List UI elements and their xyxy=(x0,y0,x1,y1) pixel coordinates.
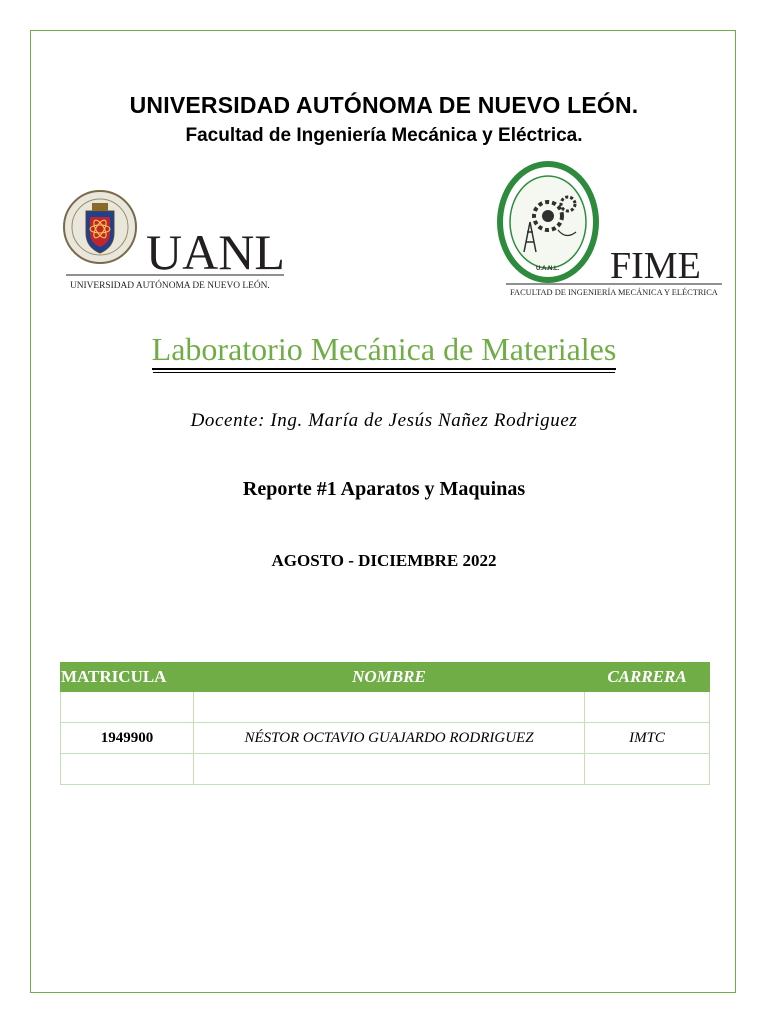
cell-carrera xyxy=(585,754,710,785)
cell-carrera: IMTC xyxy=(585,723,710,754)
uanl-seal-icon xyxy=(64,191,136,263)
university-title: UNIVERSIDAD AUTÓNOMA DE NUEVO LEÓN. xyxy=(129,92,639,118)
cell-carrera xyxy=(585,692,710,723)
cell-matricula xyxy=(61,692,194,723)
lab-title: Laboratorio Mecánica de Materiales xyxy=(0,331,768,368)
header-nombre: NOMBRE xyxy=(194,663,585,692)
uanl-wordmark: UANL xyxy=(146,224,285,280)
faculty-title: Facultad de Ingeniería Mecánica y Eléctrica. xyxy=(185,125,583,146)
header-carrera: CARRERA xyxy=(585,663,710,692)
report-title: Reporte #1 Aparatos y Maquinas xyxy=(242,478,526,500)
period: AGOSTO - DICIEMBRE 2022 xyxy=(271,551,497,570)
fime-logo xyxy=(496,160,726,300)
docente-line: Docente: Ing. María de Jesús Nañez Rodriguez xyxy=(190,410,578,431)
fime-seal-text: U.A.N.L. xyxy=(536,266,560,272)
cell-matricula: 1949900 xyxy=(61,723,194,754)
header-matricula: MATRICULA xyxy=(61,663,194,692)
cell-matricula xyxy=(61,754,194,785)
cell-nombre xyxy=(194,692,585,723)
uanl-logo xyxy=(62,183,288,295)
cell-nombre xyxy=(194,754,585,785)
fime-caption: FACULTAD DE INGENIERÍA MECÁNICA Y ELÉCTRICA xyxy=(510,288,718,297)
table-row xyxy=(61,754,710,785)
students-table xyxy=(60,662,710,785)
uanl-caption: UNIVERSIDAD AUTÓNOMA DE NUEVO LEÓN. xyxy=(70,281,270,291)
fime-seal-icon xyxy=(500,164,596,280)
cell-nombre: NÉSTOR OCTAVIO GUAJARDO RODRIGUEZ xyxy=(194,723,585,754)
fime-wordmark: FIME xyxy=(610,245,701,287)
table-header-row xyxy=(61,663,710,692)
table-row xyxy=(61,692,710,723)
table-row xyxy=(61,723,710,754)
